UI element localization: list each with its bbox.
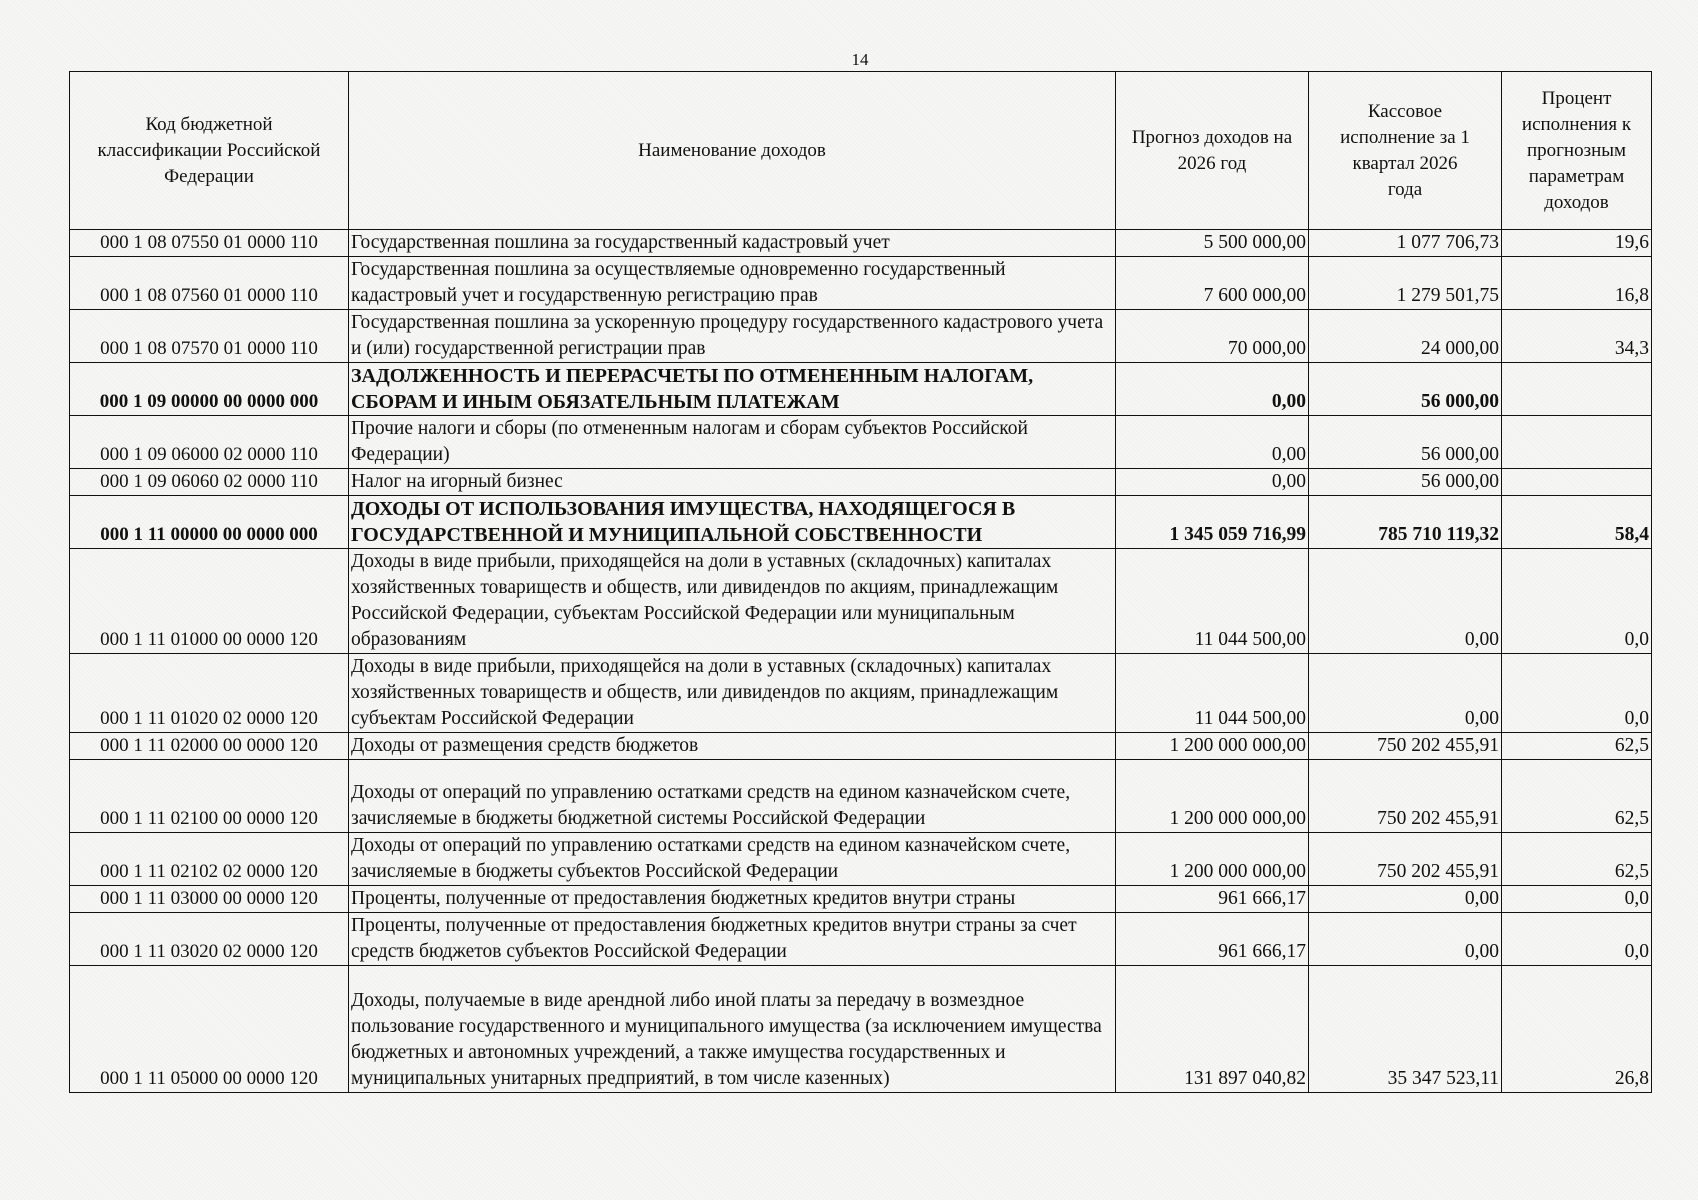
header-cash: Кассовое исполнение за 1 квартал 2026 года — [1309, 72, 1502, 230]
row-name: Доходы в виде прибыли, приходящейся на доли в уставных (складочных) капиталах хозяйственных товариществ и обществ, или дивидендов по акциям, принадлежащим Российской Федерации, субъектам Российской Федерации или муниципальным образованиям — [349, 549, 1116, 654]
row-forecast: 11 044 500,00 — [1116, 549, 1309, 654]
row-cash: 750 202 455,91 — [1309, 733, 1502, 760]
row-name: Доходы от операций по управлению остатками средств на едином казначейском счете, зачисляемые в бюджеты субъектов Российской Федерации — [349, 833, 1116, 886]
row-percent: 62,5 — [1502, 760, 1652, 833]
row-code: 000 1 09 06060 02 0000 110 — [70, 469, 349, 496]
row-code: 000 1 08 07560 01 0000 110 — [70, 257, 349, 310]
row-percent: 0,0 — [1502, 654, 1652, 733]
row-name: Государственная пошлина за государственный кадастровый учет — [349, 230, 1116, 257]
row-percent: 0,0 — [1502, 913, 1652, 966]
row-percent: 0,0 — [1502, 886, 1652, 913]
row-cash: 1 077 706,73 — [1309, 230, 1502, 257]
table-row — [70, 469, 1652, 496]
table-row — [70, 363, 1652, 416]
row-name: Государственная пошлина за ускоренную процедуру государственного кадастрового учета и (или) государственной регистрации прав — [349, 310, 1116, 363]
row-forecast: 11 044 500,00 — [1116, 654, 1309, 733]
row-forecast: 1 200 000 000,00 — [1116, 760, 1309, 833]
table-row — [70, 913, 1652, 966]
table-row — [70, 886, 1652, 913]
row-code: 000 1 11 02102 02 0000 120 — [70, 833, 349, 886]
row-percent — [1502, 416, 1652, 469]
row-cash: 56 000,00 — [1309, 363, 1502, 416]
row-forecast: 70 000,00 — [1116, 310, 1309, 363]
row-name: ДОХОДЫ ОТ ИСПОЛЬЗОВАНИЯ ИМУЩЕСТВА, НАХОДЯЩЕГОСЯ В ГОСУДАРСТВЕННОЙ И МУНИЦИПАЛЬНОЙ СОБСТВЕННОСТИ — [349, 496, 1116, 549]
row-name: Доходы от размещения средств бюджетов — [349, 733, 1116, 760]
row-forecast: 0,00 — [1116, 363, 1309, 416]
row-forecast: 1 200 000 000,00 — [1116, 833, 1309, 886]
row-cash: 1 279 501,75 — [1309, 257, 1502, 310]
row-name: Доходы от операций по управлению остатками средств на едином казначейском счете, зачисляемые в бюджеты бюджетной системы Российской Федерации — [349, 760, 1116, 833]
row-name: Проценты, полученные от предоставления бюджетных кредитов внутри страны за счет средств бюджетов субъектов Российской Федерации — [349, 913, 1116, 966]
row-cash: 56 000,00 — [1309, 416, 1502, 469]
row-forecast: 961 666,17 — [1116, 913, 1309, 966]
row-forecast: 0,00 — [1116, 416, 1309, 469]
table-row — [70, 496, 1652, 549]
row-cash: 35 347 523,11 — [1309, 966, 1502, 1093]
row-code: 000 1 11 03000 00 0000 120 — [70, 886, 349, 913]
row-code: 000 1 11 00000 00 0000 000 — [70, 496, 349, 549]
row-name: Прочие налоги и сборы (по отмененным налогам и сборам субъектов Российской Федерации) — [349, 416, 1116, 469]
table-row — [70, 654, 1652, 733]
header-code: Код бюджетной классификации Российской Федерации — [70, 72, 349, 230]
row-name: Государственная пошлина за осуществляемые одновременно государственный кадастровый учет и государственную регистрацию прав — [349, 257, 1116, 310]
row-forecast: 5 500 000,00 — [1116, 230, 1309, 257]
row-forecast: 0,00 — [1116, 469, 1309, 496]
row-cash: 0,00 — [1309, 654, 1502, 733]
row-cash: 785 710 119,32 — [1309, 496, 1502, 549]
table-row — [70, 257, 1652, 310]
row-code: 000 1 08 07570 01 0000 110 — [70, 310, 349, 363]
row-cash: 0,00 — [1309, 913, 1502, 966]
table-row — [70, 833, 1652, 886]
row-forecast: 131 897 040,82 — [1116, 966, 1309, 1093]
row-forecast: 961 666,17 — [1116, 886, 1309, 913]
row-percent: 62,5 — [1502, 733, 1652, 760]
row-cash: 0,00 — [1309, 886, 1502, 913]
row-percent: 26,8 — [1502, 966, 1652, 1093]
row-percent: 62,5 — [1502, 833, 1652, 886]
row-percent: 58,4 — [1502, 496, 1652, 549]
header-name: Наименование доходов — [349, 72, 1116, 230]
row-forecast: 1 345 059 716,99 — [1116, 496, 1309, 549]
table-row — [70, 966, 1652, 1093]
row-cash: 24 000,00 — [1309, 310, 1502, 363]
row-percent: 19,6 — [1502, 230, 1652, 257]
row-cash: 0,00 — [1309, 549, 1502, 654]
row-code: 000 1 11 02000 00 0000 120 — [70, 733, 349, 760]
row-code: 000 1 11 05000 00 0000 120 — [70, 966, 349, 1093]
row-percent — [1502, 363, 1652, 416]
row-cash: 56 000,00 — [1309, 469, 1502, 496]
row-percent — [1502, 469, 1652, 496]
row-code: 000 1 11 01020 02 0000 120 — [70, 654, 349, 733]
header-row — [70, 72, 1652, 230]
row-name: Доходы в виде прибыли, приходящейся на доли в уставных (складочных) капиталах хозяйственных товариществ и обществ, или дивидендов по акциям, принадлежащим субъектам Российской Федерации — [349, 654, 1116, 733]
row-code: 000 1 11 03020 02 0000 120 — [70, 913, 349, 966]
header-percent: Процент исполнения к прогнозным параметрам доходов — [1502, 72, 1652, 230]
table-row — [70, 230, 1652, 257]
row-name: Проценты, полученные от предоставления бюджетных кредитов внутри страны — [349, 886, 1116, 913]
row-name: ЗАДОЛЖЕННОСТЬ И ПЕРЕРАСЧЕТЫ ПО ОТМЕНЕННЫМ НАЛОГАМ, СБОРАМ И ИНЫМ ОБЯЗАТЕЛЬНЫМ ПЛАТЕЖАМ — [349, 363, 1116, 416]
table-row — [70, 416, 1652, 469]
row-percent: 0,0 — [1502, 549, 1652, 654]
table-row — [70, 733, 1652, 760]
page-number: 14 — [851, 50, 869, 69]
row-code: 000 1 11 02100 00 0000 120 — [70, 760, 349, 833]
row-name: Налог на игорный бизнес — [349, 469, 1116, 496]
row-percent: 34,3 — [1502, 310, 1652, 363]
income-table — [69, 71, 1652, 1093]
row-code: 000 1 08 07550 01 0000 110 — [70, 230, 349, 257]
row-forecast: 7 600 000,00 — [1116, 257, 1309, 310]
row-cash: 750 202 455,91 — [1309, 760, 1502, 833]
row-code: 000 1 09 00000 00 0000 000 — [70, 363, 349, 416]
table-row — [70, 760, 1652, 833]
row-name: Доходы, получаемые в виде арендной либо иной платы за передачу в возмездное пользование государственного и муниципального имущества (за исключением имущества бюджетных и автономных учреждений, а также имущества государственных и муниципальных унитарных предприятий, в том числе казенных) — [349, 966, 1116, 1093]
table-row — [70, 549, 1652, 654]
header-forecast: Прогноз доходов на 2026 год — [1116, 72, 1309, 230]
row-cash: 750 202 455,91 — [1309, 833, 1502, 886]
row-code: 000 1 09 06000 02 0000 110 — [70, 416, 349, 469]
row-percent: 16,8 — [1502, 257, 1652, 310]
row-forecast: 1 200 000 000,00 — [1116, 733, 1309, 760]
table-row — [70, 310, 1652, 363]
row-code: 000 1 11 01000 00 0000 120 — [70, 549, 349, 654]
